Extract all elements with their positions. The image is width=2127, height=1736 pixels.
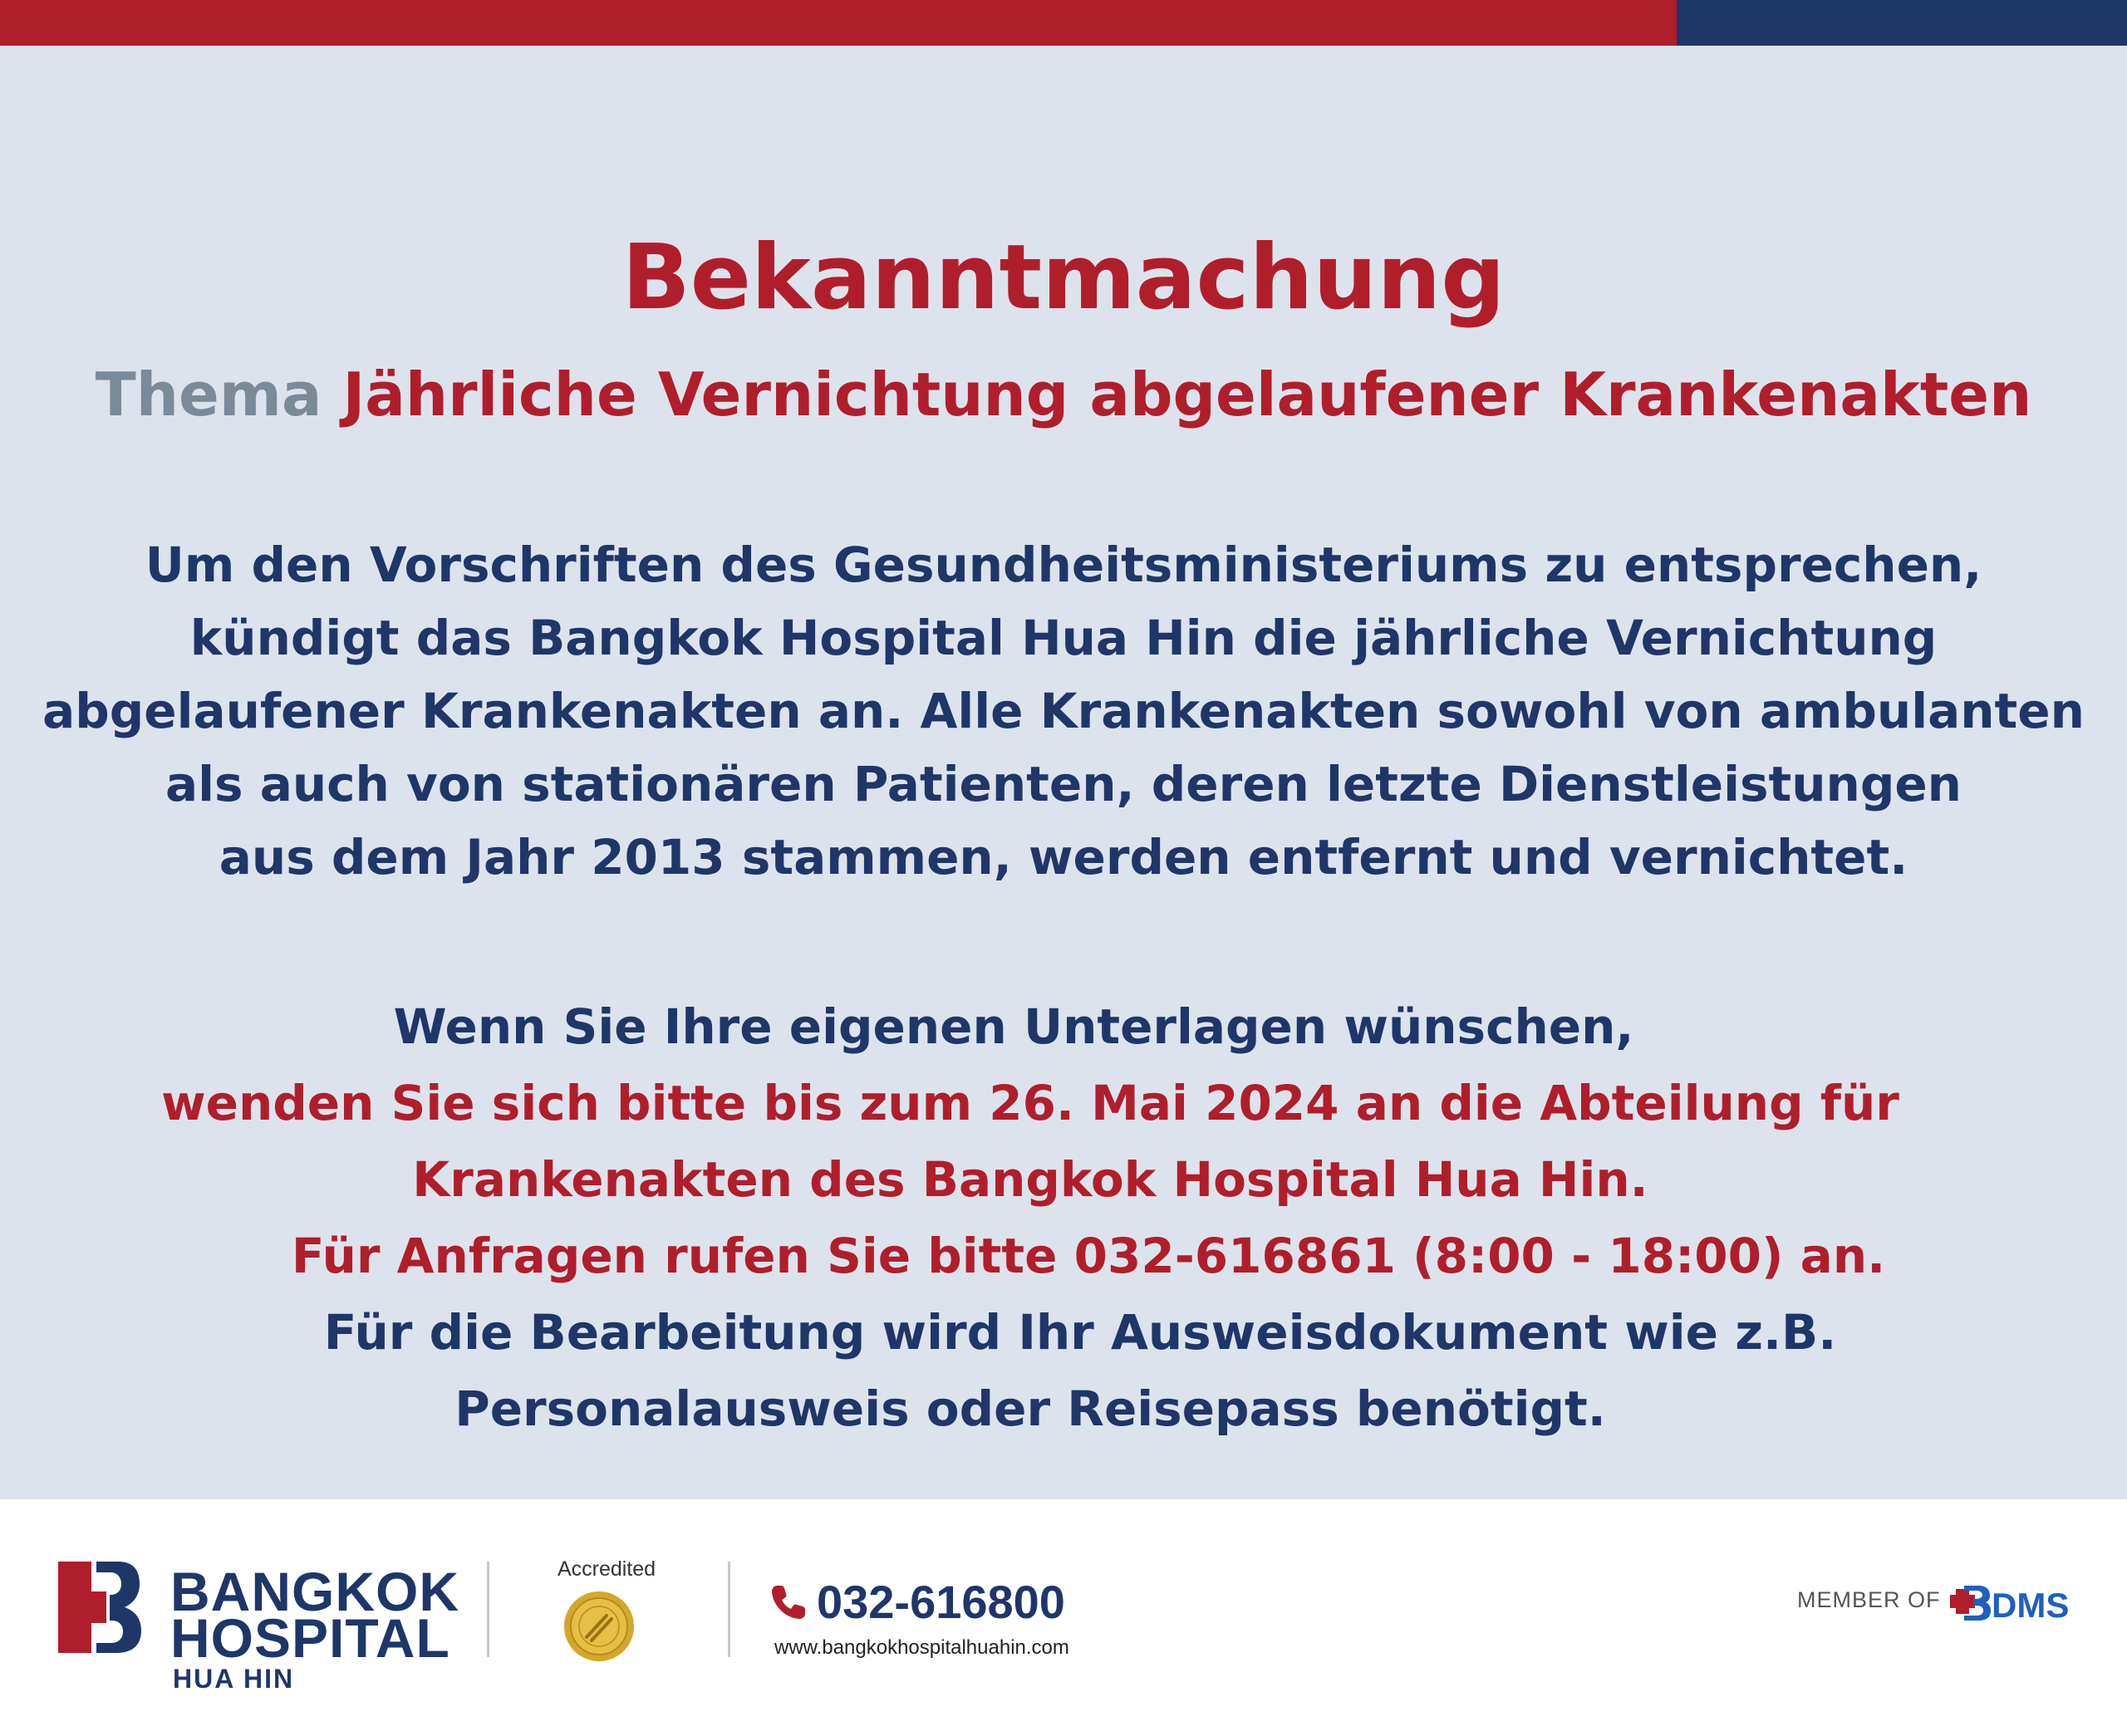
paragraph2-line-highlight: Krankenakten des Bangkok Hospital Hua Hin.	[412, 1151, 1648, 1208]
footer-bar	[0, 1499, 2127, 1736]
subject-label: Thema	[95, 360, 322, 429]
top-color-bar	[0, 0, 2127, 46]
member-of-label: MEMBER OF	[1797, 1587, 1941, 1612]
accredited-label: Accredited	[557, 1557, 656, 1581]
brand-location: HUA HIN	[173, 1664, 295, 1694]
top-bar-red-segment	[0, 0, 1677, 46]
top-bar-blue-segment	[1677, 0, 2127, 46]
announcement-subject	[0, 353, 2127, 436]
announcement-title: Bekanntmachung	[621, 226, 1506, 330]
paragraph1-line: aus dem Jahr 2013 stammen, werden entfernt und vernichtet.	[219, 829, 1908, 885]
bdms-logo-icon	[1950, 1581, 2075, 1622]
paragraph2-line-highlight: Für Anfragen rufen Sie bitte 032-616861 (8:00 - 18:00) an.	[291, 1228, 1886, 1284]
paragraph2-line: Wenn Sie Ihre eigenen Unterlagen wünschen,	[393, 998, 1634, 1055]
footer-divider	[728, 1562, 730, 1657]
paragraph2-line: Für die Bearbeitung wird Ihr Ausweisdokument wie z.B.	[323, 1304, 1837, 1361]
brand-name-line2: HOSPITAL	[170, 1607, 450, 1669]
brand-name-line1: BANGKOK	[170, 1561, 459, 1622]
paragraph1-line: kündigt das Bangkok Hospital Hua Hin die jährliche Vernichtung	[189, 610, 1938, 666]
hospital-website: www.bangkokhospitalhuahin.com	[774, 1636, 1069, 1659]
hospital-phone-number: 032-616800	[817, 1576, 1065, 1628]
paragraph1-line: Um den Vorschriften des Gesundheitsministeriums zu entsprechen,	[145, 537, 1982, 593]
paragraph2-line-highlight: wenden Sie sich bitte bis zum 26. Mai 2024 an die Abteilung für	[161, 1075, 1899, 1131]
bdms-logo-text: DMS	[1992, 1586, 2070, 1622]
announcement-body	[0, 46, 2127, 1499]
paragraph1-line: als auch von stationären Patienten, deren letzte Dienstleistungen	[165, 756, 1962, 812]
bangkok-hospital-logo-icon	[58, 1562, 141, 1653]
footer-divider	[487, 1562, 489, 1657]
paragraph2-line: Personalausweis oder Reisepass benötigt.	[454, 1380, 1606, 1437]
subject-text: Jährliche Vernichtung abgelaufener Krankenakten	[342, 360, 2032, 429]
paragraph1-line: abgelaufener Krankenakten an. Alle Krankenakten sowohl von ambulanten	[42, 683, 2085, 739]
phone-icon	[769, 1582, 808, 1622]
accreditation-seal-icon	[563, 1591, 635, 1662]
